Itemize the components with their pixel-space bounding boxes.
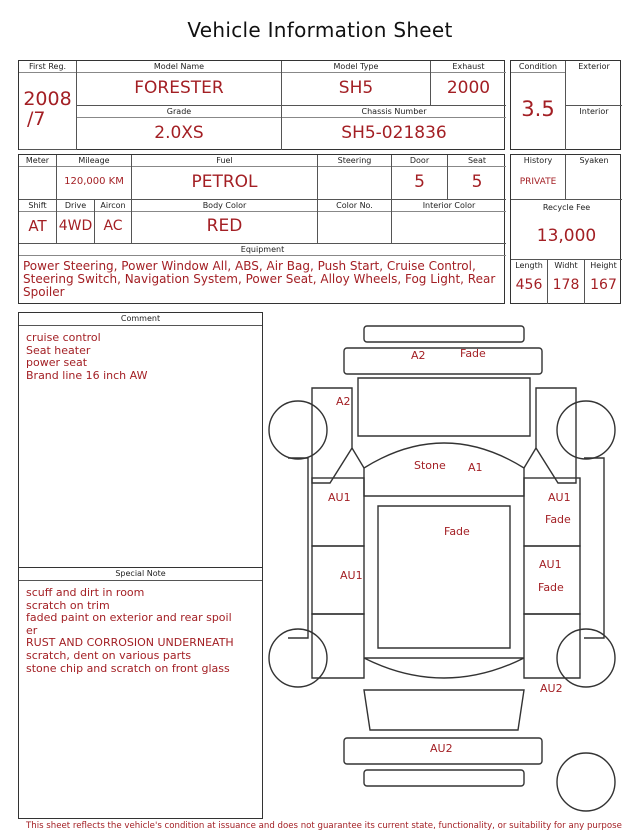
side-box [510, 154, 621, 304]
fuel-label: Fuel [132, 155, 317, 167]
door-label: Door [392, 155, 447, 167]
special-note-line: RUST AND CORROSION UNDERNEATH [26, 636, 234, 650]
header-box [18, 60, 505, 150]
first-reg-year: 2008 [23, 88, 72, 110]
exterior-label: Exterior [578, 62, 610, 71]
left-front-door-outline [312, 478, 364, 546]
interior-color-cell [392, 200, 506, 244]
wheel-front-left [269, 401, 327, 459]
mileage-label: Mileage [57, 155, 131, 167]
grade-cell [77, 106, 282, 150]
mark-right-rear-door-au1: AU1 [539, 558, 562, 571]
color-no-label: Color No. [318, 200, 391, 212]
aircon-value: AC [103, 218, 123, 234]
body-color-label: Body Color [132, 200, 317, 212]
special-note-line: scratch, dent on various parts [26, 648, 192, 662]
first-reg-label: First Reg. [19, 61, 76, 73]
comment-line: Seat heater [26, 343, 91, 357]
mark-right-front-door-au1: AU1 [548, 491, 571, 504]
rear-step-outline [364, 770, 524, 786]
special-note-line: scuff and dirt in room [26, 586, 145, 599]
special-note-box [18, 567, 263, 819]
height-value: 167 [590, 277, 617, 293]
mark-roof-fade: Fade [444, 525, 470, 538]
comment-box [18, 312, 263, 568]
drive-label: Drive [57, 200, 94, 212]
seat-cell [448, 155, 506, 200]
model-type-cell [282, 61, 431, 106]
height-cell [585, 260, 622, 304]
special-note-line: stone chip and scratch on front glass [26, 661, 230, 675]
condition-value: 3.5 [521, 97, 555, 121]
exterior-cell [566, 61, 622, 106]
recycle-value: 13,000 [536, 226, 597, 246]
right-quarter-outline [524, 614, 580, 678]
page-title: Vehicle Information Sheet [187, 18, 453, 42]
interior-label: Interior [579, 107, 609, 116]
model-name-label: Model Name [77, 61, 281, 73]
specs-box [18, 154, 505, 304]
left-a-pillar [352, 448, 364, 468]
comment-line: cruise control [26, 331, 101, 344]
history-value: PRIVATE [519, 177, 557, 187]
seat-value: 5 [471, 172, 483, 192]
seat-label: Seat [448, 155, 506, 167]
length-value: 456 [515, 277, 543, 293]
steering-cell [318, 155, 392, 200]
special-note-label: Special Note [19, 568, 262, 581]
right-front-door-outline [524, 478, 580, 546]
condition-cell [511, 61, 566, 150]
footer-disclaimer: This sheet reflects the vehicle's condition at issuance and does not guarantee its current state, functionality, or suitability for any purpose [26, 821, 622, 831]
fuel-cell [132, 155, 318, 200]
history-label: History [523, 156, 553, 165]
shift-value: AT [28, 217, 47, 235]
syaken-label: Syaken [579, 156, 609, 165]
equipment-value: Power Steering, Power Window All, ABS, Air Bag, Push Start, Cruise Control, Steering Switch, Navigation System, Power Seat, Alloy Wheels, Fog Light, Rear Spoiler [23, 259, 496, 299]
chassis-cell [282, 106, 506, 150]
comment-lines [19, 326, 262, 382]
mileage-value: 120,000 KM [64, 176, 124, 187]
model-name-cell [77, 61, 282, 106]
length-cell [511, 260, 548, 304]
grade-label: Grade [77, 106, 281, 118]
width-cell [548, 260, 585, 304]
interior-cell [566, 106, 622, 150]
exhaust-label: Exhaust [431, 61, 506, 73]
door-cell [392, 155, 448, 200]
hood-outline [358, 378, 530, 436]
syaken-cell [566, 155, 622, 200]
comment-line: power seat [26, 356, 88, 370]
comment-label: Comment [19, 313, 262, 326]
rear-window-outline [364, 658, 524, 678]
equipment-label: Equipment [19, 244, 506, 256]
door-value: 5 [414, 172, 425, 192]
meter-label: Meter [19, 155, 56, 167]
shift-label: Shift [19, 200, 56, 212]
body-color-cell [132, 200, 318, 244]
right-rear-door-outline [524, 546, 580, 614]
mark-rear-bumper: AU2 [430, 742, 453, 755]
mark-right-rear-door-fade: Fade [538, 581, 564, 594]
interior-color-label: Interior Color [392, 200, 506, 212]
length-label: Length [515, 261, 543, 270]
model-name-value: FORESTER [134, 78, 224, 98]
drive-value: 4WD [58, 218, 93, 234]
mark-windshield-stone: Stone [414, 459, 446, 472]
shift-cell [19, 200, 57, 244]
body-color-value: RED [206, 216, 243, 236]
comment-line: Brand line 16 inch AW [26, 368, 148, 382]
model-type-value: SH5 [338, 78, 374, 98]
right-a-pillar [524, 448, 536, 468]
exhaust-value: 2000 [446, 78, 491, 98]
special-note-line: faded paint on exterior and rear spoil [26, 611, 232, 625]
left-quarter-outline [312, 614, 364, 678]
mark-left-front-door: AU1 [328, 491, 351, 504]
history-cell [511, 155, 566, 200]
aircon-label: Aircon [95, 200, 131, 212]
mark-front-bumper-fade: Fade [460, 347, 486, 360]
drive-cell [57, 200, 95, 244]
right-front-fender [536, 388, 576, 483]
model-type-label: Model Type [282, 61, 430, 73]
vehicle-damage-diagram [268, 318, 624, 818]
grade-value: 2.0XS [154, 123, 204, 143]
spare-wheel [557, 753, 615, 811]
condition-box [510, 60, 621, 150]
width-value: 178 [552, 277, 580, 293]
first-reg-cell [19, 61, 77, 150]
chassis-value: SH5-021836 [341, 123, 447, 143]
mark-left-rear-door: AU1 [340, 569, 363, 582]
steering-label: Steering [318, 155, 391, 167]
exhaust-cell [431, 61, 506, 106]
special-note-line: er [26, 623, 38, 637]
equipment-cell [19, 244, 506, 304]
meter-cell [19, 155, 57, 200]
first-reg-month: /7 [27, 108, 46, 130]
mark-right-front-door-fade: Fade [545, 513, 571, 526]
color-no-cell [318, 200, 392, 244]
condition-label: Condition [511, 61, 565, 73]
mark-right-rear-quarter: AU2 [540, 682, 563, 695]
aircon-cell [95, 200, 132, 244]
special-note-line: scratch on trim [26, 598, 110, 612]
wheel-front-right [557, 401, 615, 459]
chassis-label: Chassis Number [282, 106, 506, 118]
height-label: Height [590, 261, 617, 270]
fuel-value: PETROL [191, 172, 258, 192]
tailgate-outline [364, 690, 524, 730]
left-side-panel [288, 458, 308, 638]
front-grille-outline [344, 348, 542, 374]
recycle-cell [511, 200, 622, 260]
special-note-lines [19, 581, 262, 675]
width-label: Widht [554, 261, 578, 270]
recycle-label: Recycle Fee [542, 203, 591, 212]
mark-front-left-a2: A2 [336, 395, 351, 408]
mileage-cell [57, 155, 132, 200]
right-side-panel [584, 458, 604, 638]
mark-front-bumper-a2: A2 [411, 349, 426, 362]
front-bumper-outline [364, 326, 524, 342]
mark-windshield-a1: A1 [468, 461, 483, 474]
